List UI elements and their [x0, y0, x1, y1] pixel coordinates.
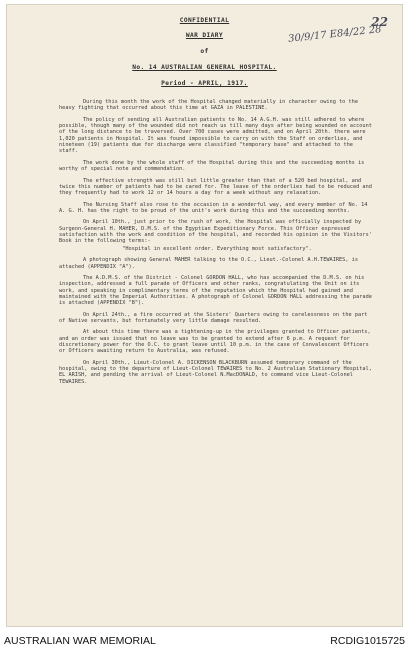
paragraph-1: During this month the work of the Hospital changed materially in character owing to the heavy fighting that occurred about this time at GAZA in PALESTINE. — [59, 99, 358, 112]
paragraph-10: At about this time there was a tightening-up in the privileges granted to Officer patients, and an order was issued that no leave was to be granted to extend after 6 p.m. A request for discretionary power for the O.C. to grant leave until 10 p.m. in the case of Convalescent Officers or Officers awaiting return to Australia, was refused. — [59, 329, 371, 355]
visitors-book-quote: "Hospital in excellent order. Everything most satisfactory". — [122, 245, 312, 252]
paragraph-2: The policy of sending all Australian patients to No. 14 A.G.H. was still adhered to where possible, though many of the wounded did not reach us till many days after being wounded on account of the long distance to be traversed. Over 700 cases were admitted, and on April 20th. there were 1,020 patients in Hospital. It was found impossible to carry on with the Staff on orderlies, and nineteen (19) patients due for discharge were classified "temporary base" and attached to the staff. — [59, 116, 372, 155]
period-heading: Period - APRIL, 1917. — [161, 80, 248, 87]
footer-source: AUSTRALIAN WAR MEMORIAL — [4, 635, 156, 647]
handwritten-reference: 30/9/17 E84/22 28 — [287, 24, 383, 45]
footer-record-id: RCDIG1015725 — [330, 635, 405, 647]
of-heading: of — [200, 48, 209, 55]
paragraph-4: The effective strength was still but little greater than that of a 520 bed hospital, and twice this number of patients had to be cared for. The leave of the orderlies had to be reduced and they frequently had to work 12 or 14 hours a day for a week without any relaxation. — [59, 177, 372, 197]
paragraph-8: The A.D.M.S. of the District - Colonel GORDON HALL, who has accompanied the D.M.S. on his inspection, addressed a full parade of Officers and other ranks, congratulating the Unit on its work, and speaking in complimentary terms of the reputation which the Hospital had gained and maintained with the Imperial Authorities. A photograph of Colonel GORDON HALL addressing the parade is attached (APPENDIX "B"). — [59, 275, 372, 307]
handwritten-page-number: 22 — [371, 15, 388, 29]
diary-body — [59, 99, 375, 390]
document-type-heading: WAR DIARY — [185, 32, 224, 39]
paragraph-7: A photograph showing General MAHER talking to the O.C., Lieut.-Colonel A.H.TEWAIRES, is attached (APPENDIX "A"). — [59, 257, 358, 270]
archive-footer — [0, 629, 409, 653]
paragraph-6: On April 10th., just prior to the rush of work, the Hospital was officially inspected by Surgeon-General H. MAHER, D.M.S. of the Egyptian Expeditionary Force. This Officer expressed satisfaction with the work and condition of the hospital, and recorded his opinion in the Visitors' Book in the following terms:- — [59, 219, 372, 245]
paragraph-11: On April 30th., Lieut-Colonel A. DICKENSON BLACKBURN assumed temporary command of the hospital, owing to the departure of Lieut-Colonel TEWAIRES to No. 2 Australian Stationary Hospital, EL ARISH, and pending the arrival of Lieut-Colonel N.MacDONALD, to command vice Lieut-Colonel TEWAIRES. — [59, 359, 372, 385]
classification-heading: CONFIDENTIAL — [179, 17, 230, 24]
unit-heading: No. 14 AUSTRALIAN GENERAL HOSPITAL. — [132, 64, 277, 71]
paragraph-5: The Nursing Staff also rose to the occasion in a wonderful way, and every member of No. 14 A. G. H. has the right to be proud of the unit's work during this and the succeeding months. — [59, 201, 368, 214]
document-page — [6, 4, 403, 627]
paragraph-9: On April 24th., a fire occurred at the Sisters' Quarters owing to carelessness on the part of Native servants, but fortunately very little damage resulted. — [59, 311, 368, 324]
paragraph-3: The work done by the whole staff of the Hospital during this and the succeeding months is worthy of special note and commendation. — [59, 159, 365, 173]
